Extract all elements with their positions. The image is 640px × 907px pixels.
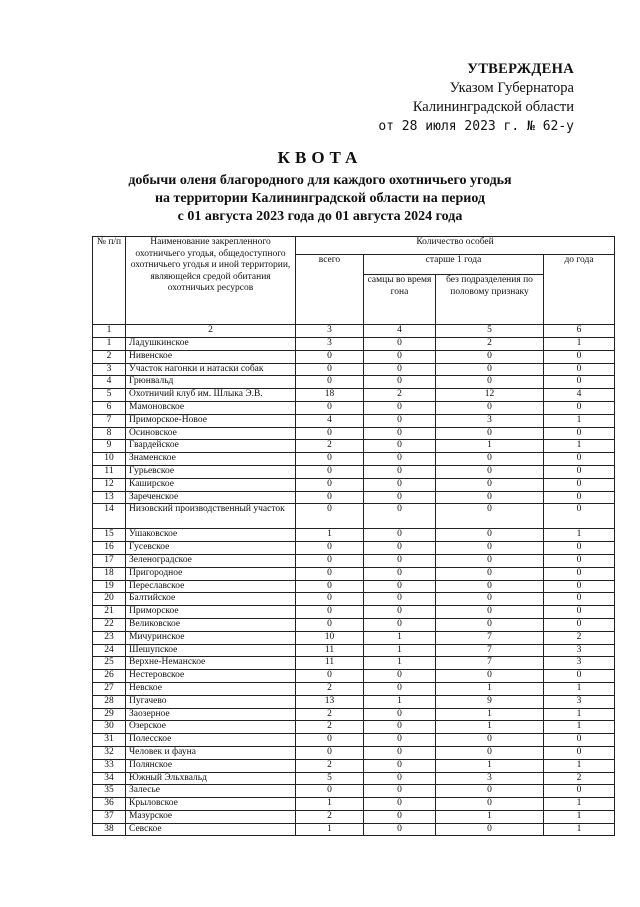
table-row xyxy=(93,401,615,414)
row-males-rut: 0 xyxy=(364,363,436,376)
row-males-rut: 0 xyxy=(364,618,436,631)
row-total: 0 xyxy=(296,363,364,376)
row-total: 0 xyxy=(296,504,364,529)
row-no-sex-division: 0 xyxy=(436,427,544,440)
row-hunting-ground: Человек и фауна xyxy=(126,746,296,759)
row-total: 4 xyxy=(296,414,364,427)
row-no-sex-division: 7 xyxy=(436,657,544,670)
row-number: 28 xyxy=(93,695,126,708)
row-hunting-ground: Великовское xyxy=(126,618,296,631)
row-total: 0 xyxy=(296,350,364,363)
row-under-year: 2 xyxy=(544,631,615,644)
row-hunting-ground: Ладушкинское xyxy=(126,338,296,351)
row-males-rut: 0 xyxy=(364,465,436,478)
row-total: 0 xyxy=(296,542,364,555)
row-no-sex-division: 0 xyxy=(436,478,544,491)
row-under-year: 1 xyxy=(544,338,615,351)
table-row xyxy=(93,746,615,759)
row-hunting-ground: Заозерное xyxy=(126,708,296,721)
row-under-year: 0 xyxy=(544,593,615,606)
row-under-year: 0 xyxy=(544,363,615,376)
row-hunting-ground: Залесье xyxy=(126,785,296,798)
row-total: 13 xyxy=(296,695,364,708)
row-number: 36 xyxy=(93,798,126,811)
row-males-rut: 0 xyxy=(364,823,436,836)
table-row xyxy=(93,823,615,836)
row-total: 18 xyxy=(296,389,364,402)
row-males-rut: 0 xyxy=(364,810,436,823)
table-row xyxy=(93,682,615,695)
row-number: 20 xyxy=(93,593,126,606)
approval-block xyxy=(378,60,574,136)
row-no-sex-division: 1 xyxy=(436,721,544,734)
table-row xyxy=(93,465,615,478)
row-no-sex-division: 1 xyxy=(436,682,544,695)
row-under-year: 1 xyxy=(544,708,615,721)
header-no-sex: без подразделения по половому признаку xyxy=(436,275,544,325)
row-hunting-ground: Нивенское xyxy=(126,350,296,363)
row-under-year: 1 xyxy=(544,414,615,427)
row-under-year: 1 xyxy=(544,721,615,734)
row-no-sex-division: 12 xyxy=(436,389,544,402)
row-total: 0 xyxy=(296,618,364,631)
row-no-sex-division: 0 xyxy=(436,580,544,593)
row-no-sex-division: 3 xyxy=(436,414,544,427)
row-number: 7 xyxy=(93,414,126,427)
row-no-sex-division: 0 xyxy=(436,542,544,555)
row-total: 0 xyxy=(296,554,364,567)
title-heading: КВОТА xyxy=(277,148,363,167)
row-number: 16 xyxy=(93,542,126,555)
row-hunting-ground: Знаменское xyxy=(126,453,296,466)
index-cell: 6 xyxy=(544,325,615,338)
row-total: 11 xyxy=(296,657,364,670)
row-no-sex-division: 0 xyxy=(436,618,544,631)
row-number: 5 xyxy=(93,389,126,402)
row-no-sex-division: 1 xyxy=(436,810,544,823)
row-hunting-ground: Мамоновское xyxy=(126,401,296,414)
quota-table xyxy=(92,236,615,836)
row-under-year: 3 xyxy=(544,695,615,708)
row-males-rut: 0 xyxy=(364,504,436,529)
row-number: 8 xyxy=(93,427,126,440)
row-no-sex-division: 2 xyxy=(436,338,544,351)
row-under-year: 0 xyxy=(544,670,615,683)
row-number: 14 xyxy=(93,504,126,529)
table-row xyxy=(93,529,615,542)
row-under-year: 0 xyxy=(544,478,615,491)
row-under-year: 0 xyxy=(544,465,615,478)
header-older: старше 1 года xyxy=(364,255,544,275)
table-row xyxy=(93,618,615,631)
row-total: 0 xyxy=(296,376,364,389)
row-hunting-ground: Шешупское xyxy=(126,644,296,657)
row-no-sex-division: 0 xyxy=(436,593,544,606)
row-hunting-ground: Приморское-Новое xyxy=(126,414,296,427)
row-males-rut: 0 xyxy=(364,670,436,683)
row-total: 0 xyxy=(296,785,364,798)
row-total: 2 xyxy=(296,682,364,695)
table-row xyxy=(93,453,615,466)
row-number: 35 xyxy=(93,785,126,798)
column-index-row xyxy=(93,325,615,338)
row-males-rut: 0 xyxy=(364,708,436,721)
row-under-year: 2 xyxy=(544,772,615,785)
row-males-rut: 0 xyxy=(364,453,436,466)
table-row xyxy=(93,695,615,708)
table-row xyxy=(93,606,615,619)
table-row xyxy=(93,414,615,427)
row-under-year: 0 xyxy=(544,427,615,440)
row-males-rut: 0 xyxy=(364,734,436,747)
row-under-year: 0 xyxy=(544,491,615,504)
table-row xyxy=(93,798,615,811)
row-total: 1 xyxy=(296,798,364,811)
row-hunting-ground: Ушаковское xyxy=(126,529,296,542)
row-males-rut: 0 xyxy=(364,580,436,593)
row-under-year: 1 xyxy=(544,529,615,542)
index-cell: 2 xyxy=(126,325,296,338)
table-row xyxy=(93,759,615,772)
row-total: 2 xyxy=(296,810,364,823)
row-males-rut: 0 xyxy=(364,554,436,567)
row-males-rut: 0 xyxy=(364,606,436,619)
table-row xyxy=(93,554,615,567)
row-no-sex-division: 0 xyxy=(436,465,544,478)
row-no-sex-division: 0 xyxy=(436,376,544,389)
row-males-rut: 1 xyxy=(364,657,436,670)
row-males-rut: 0 xyxy=(364,721,436,734)
row-under-year: 0 xyxy=(544,746,615,759)
header-total: всего xyxy=(296,255,364,325)
row-under-year: 3 xyxy=(544,657,615,670)
row-no-sex-division: 9 xyxy=(436,695,544,708)
row-number: 37 xyxy=(93,810,126,823)
row-number: 32 xyxy=(93,746,126,759)
row-total: 0 xyxy=(296,491,364,504)
row-no-sex-division: 7 xyxy=(436,644,544,657)
table-row xyxy=(93,478,615,491)
row-hunting-ground: Гвардейское xyxy=(126,440,296,453)
row-no-sex-division: 1 xyxy=(436,759,544,772)
row-males-rut: 1 xyxy=(364,644,436,657)
row-hunting-ground: Мичуринское xyxy=(126,631,296,644)
row-total: 0 xyxy=(296,401,364,414)
row-number: 26 xyxy=(93,670,126,683)
row-number: 31 xyxy=(93,734,126,747)
row-under-year: 1 xyxy=(544,440,615,453)
row-total: 2 xyxy=(296,440,364,453)
table-row xyxy=(93,504,615,529)
row-no-sex-division: 0 xyxy=(436,606,544,619)
table-row xyxy=(93,567,615,580)
table-row xyxy=(93,580,615,593)
row-total: 11 xyxy=(296,644,364,657)
table-row xyxy=(93,644,615,657)
row-number: 4 xyxy=(93,376,126,389)
row-under-year: 1 xyxy=(544,823,615,836)
header-name: Наименование закрепленного охотничьего угодья, общедоступного охотничьего угодья и иной территории, являющейся средой обитания охотничьих ресурсов xyxy=(126,237,296,325)
row-males-rut: 0 xyxy=(364,542,436,555)
row-number: 10 xyxy=(93,453,126,466)
row-males-rut: 0 xyxy=(364,772,436,785)
approval-title: УТВЕРЖДЕНА xyxy=(467,61,574,77)
row-hunting-ground: Осиновское xyxy=(126,427,296,440)
row-males-rut: 0 xyxy=(364,427,436,440)
row-number: 25 xyxy=(93,657,126,670)
table-row xyxy=(93,593,615,606)
row-under-year: 1 xyxy=(544,682,615,695)
row-no-sex-division: 3 xyxy=(436,772,544,785)
row-number: 3 xyxy=(93,363,126,376)
table-body xyxy=(93,338,615,836)
row-total: 2 xyxy=(296,708,364,721)
row-total: 0 xyxy=(296,580,364,593)
row-number: 22 xyxy=(93,618,126,631)
row-total: 1 xyxy=(296,529,364,542)
row-under-year: 0 xyxy=(544,504,615,529)
row-males-rut: 0 xyxy=(364,785,436,798)
row-number: 12 xyxy=(93,478,126,491)
row-total: 0 xyxy=(296,453,364,466)
row-hunting-ground: Гусевское xyxy=(126,542,296,555)
row-hunting-ground: Грюнвальд xyxy=(126,376,296,389)
row-number: 15 xyxy=(93,529,126,542)
row-males-rut: 2 xyxy=(364,389,436,402)
row-under-year: 0 xyxy=(544,618,615,631)
row-males-rut: 0 xyxy=(364,440,436,453)
row-males-rut: 0 xyxy=(364,376,436,389)
approval-date: от 28 июля 2023 г. № 62-у xyxy=(378,119,574,134)
row-total: 3 xyxy=(296,338,364,351)
row-number: 6 xyxy=(93,401,126,414)
row-no-sex-division: 0 xyxy=(436,823,544,836)
row-males-rut: 0 xyxy=(364,746,436,759)
row-hunting-ground: Полесское xyxy=(126,734,296,747)
row-males-rut: 1 xyxy=(364,695,436,708)
row-number: 2 xyxy=(93,350,126,363)
row-hunting-ground: Нестеровское xyxy=(126,670,296,683)
row-under-year: 0 xyxy=(544,453,615,466)
row-no-sex-division: 0 xyxy=(436,670,544,683)
row-total: 0 xyxy=(296,567,364,580)
header-males: самцы во время гона xyxy=(364,275,436,325)
table-row xyxy=(93,631,615,644)
row-under-year: 0 xyxy=(544,606,615,619)
row-no-sex-division: 1 xyxy=(436,440,544,453)
row-under-year: 0 xyxy=(544,785,615,798)
row-number: 33 xyxy=(93,759,126,772)
row-males-rut: 0 xyxy=(364,414,436,427)
row-males-rut: 0 xyxy=(364,567,436,580)
row-total: 1 xyxy=(296,823,364,836)
row-total: 0 xyxy=(296,593,364,606)
table-row xyxy=(93,810,615,823)
row-no-sex-division: 0 xyxy=(436,401,544,414)
row-hunting-ground: Зеленоградское xyxy=(126,554,296,567)
row-hunting-ground: Участок нагонки и натаски собак xyxy=(126,363,296,376)
row-under-year: 3 xyxy=(544,644,615,657)
table-row xyxy=(93,670,615,683)
row-no-sex-division: 0 xyxy=(436,453,544,466)
row-under-year: 0 xyxy=(544,542,615,555)
row-males-rut: 0 xyxy=(364,338,436,351)
title-line-3: с 01 августа 2023 года до 01 августа 2024 года xyxy=(177,209,463,224)
row-total: 0 xyxy=(296,465,364,478)
row-under-year: 0 xyxy=(544,401,615,414)
row-total: 0 xyxy=(296,478,364,491)
approval-authority: Указом Губернатора xyxy=(449,80,574,96)
row-number: 30 xyxy=(93,721,126,734)
title-line-2: на территории Калининградской области на период xyxy=(154,191,486,206)
row-no-sex-division: 0 xyxy=(436,798,544,811)
row-under-year: 0 xyxy=(544,350,615,363)
row-under-year: 0 xyxy=(544,376,615,389)
row-males-rut: 0 xyxy=(364,491,436,504)
row-hunting-ground: Балтийское xyxy=(126,593,296,606)
table-row xyxy=(93,708,615,721)
row-males-rut: 0 xyxy=(364,798,436,811)
row-under-year: 1 xyxy=(544,810,615,823)
row-males-rut: 0 xyxy=(364,682,436,695)
row-no-sex-division: 0 xyxy=(436,504,544,529)
row-no-sex-division: 7 xyxy=(436,631,544,644)
row-number: 13 xyxy=(93,491,126,504)
row-under-year: 4 xyxy=(544,389,615,402)
table-row xyxy=(93,721,615,734)
row-no-sex-division: 0 xyxy=(436,529,544,542)
row-males-rut: 0 xyxy=(364,593,436,606)
row-no-sex-division: 0 xyxy=(436,785,544,798)
table-row xyxy=(93,772,615,785)
row-hunting-ground: Пригородное xyxy=(126,567,296,580)
row-number: 9 xyxy=(93,440,126,453)
row-total: 10 xyxy=(296,631,364,644)
row-hunting-ground: Зареченское xyxy=(126,491,296,504)
row-total: 0 xyxy=(296,746,364,759)
row-hunting-ground: Приморское xyxy=(126,606,296,619)
row-number: 21 xyxy=(93,606,126,619)
row-no-sex-division: 0 xyxy=(436,567,544,580)
row-males-rut: 1 xyxy=(364,631,436,644)
row-hunting-ground: Севское xyxy=(126,823,296,836)
row-no-sex-division: 0 xyxy=(436,554,544,567)
table-row xyxy=(93,657,615,670)
table-row xyxy=(93,350,615,363)
row-hunting-ground: Переславское xyxy=(126,580,296,593)
row-hunting-ground: Полянское xyxy=(126,759,296,772)
row-total: 0 xyxy=(296,734,364,747)
table-row xyxy=(93,734,615,747)
row-males-rut: 0 xyxy=(364,478,436,491)
row-males-rut: 0 xyxy=(364,350,436,363)
row-number: 38 xyxy=(93,823,126,836)
row-number: 1 xyxy=(93,338,126,351)
row-males-rut: 0 xyxy=(364,529,436,542)
table-row xyxy=(93,376,615,389)
row-hunting-ground: Крыловское xyxy=(126,798,296,811)
row-number: 23 xyxy=(93,631,126,644)
row-number: 19 xyxy=(93,580,126,593)
row-hunting-ground: Южный Эльхвальд xyxy=(126,772,296,785)
table-row xyxy=(93,427,615,440)
row-hunting-ground: Пугачево xyxy=(126,695,296,708)
row-hunting-ground: Верхне-Неманское xyxy=(126,657,296,670)
row-total: 0 xyxy=(296,670,364,683)
row-hunting-ground: Охотничий клуб им. Шлыка Э.В. xyxy=(126,389,296,402)
document-title xyxy=(0,148,640,226)
row-no-sex-division: 0 xyxy=(436,746,544,759)
table-row xyxy=(93,363,615,376)
row-no-sex-division: 1 xyxy=(436,708,544,721)
header-quantity: Количество особей xyxy=(296,237,615,255)
row-hunting-ground: Гурьевское xyxy=(126,465,296,478)
row-total: 2 xyxy=(296,759,364,772)
row-total: 0 xyxy=(296,606,364,619)
header-under-year: до года xyxy=(544,255,615,325)
row-number: 29 xyxy=(93,708,126,721)
row-under-year: 0 xyxy=(544,567,615,580)
index-cell: 1 xyxy=(93,325,126,338)
row-no-sex-division: 0 xyxy=(436,491,544,504)
row-total: 5 xyxy=(296,772,364,785)
row-number: 27 xyxy=(93,682,126,695)
table-row xyxy=(93,440,615,453)
row-number: 24 xyxy=(93,644,126,657)
row-total: 2 xyxy=(296,721,364,734)
table-row xyxy=(93,785,615,798)
row-under-year: 0 xyxy=(544,554,615,567)
index-cell: 3 xyxy=(296,325,364,338)
index-cell: 4 xyxy=(364,325,436,338)
row-hunting-ground: Невское xyxy=(126,682,296,695)
row-under-year: 0 xyxy=(544,580,615,593)
row-hunting-ground: Озерское xyxy=(126,721,296,734)
row-number: 34 xyxy=(93,772,126,785)
row-number: 11 xyxy=(93,465,126,478)
row-no-sex-division: 0 xyxy=(436,734,544,747)
row-under-year: 0 xyxy=(544,734,615,747)
table-row xyxy=(93,338,615,351)
table-row xyxy=(93,389,615,402)
row-no-sex-division: 0 xyxy=(436,363,544,376)
row-hunting-ground: Мазурское xyxy=(126,810,296,823)
row-under-year: 1 xyxy=(544,759,615,772)
row-number: 18 xyxy=(93,567,126,580)
header-number: № п/п xyxy=(93,237,126,325)
row-number: 17 xyxy=(93,554,126,567)
row-no-sex-division: 0 xyxy=(436,350,544,363)
row-under-year: 1 xyxy=(544,798,615,811)
row-total: 0 xyxy=(296,427,364,440)
row-males-rut: 0 xyxy=(364,759,436,772)
approval-region: Калининградской области xyxy=(412,99,574,115)
table-row xyxy=(93,491,615,504)
title-line-1: добычи оленя благородного для каждого охотничьего угодья xyxy=(128,173,512,188)
row-males-rut: 0 xyxy=(364,401,436,414)
row-hunting-ground: Каширское xyxy=(126,478,296,491)
table-row xyxy=(93,542,615,555)
index-cell: 5 xyxy=(436,325,544,338)
row-hunting-ground: Низовский производственный участок xyxy=(126,504,296,529)
